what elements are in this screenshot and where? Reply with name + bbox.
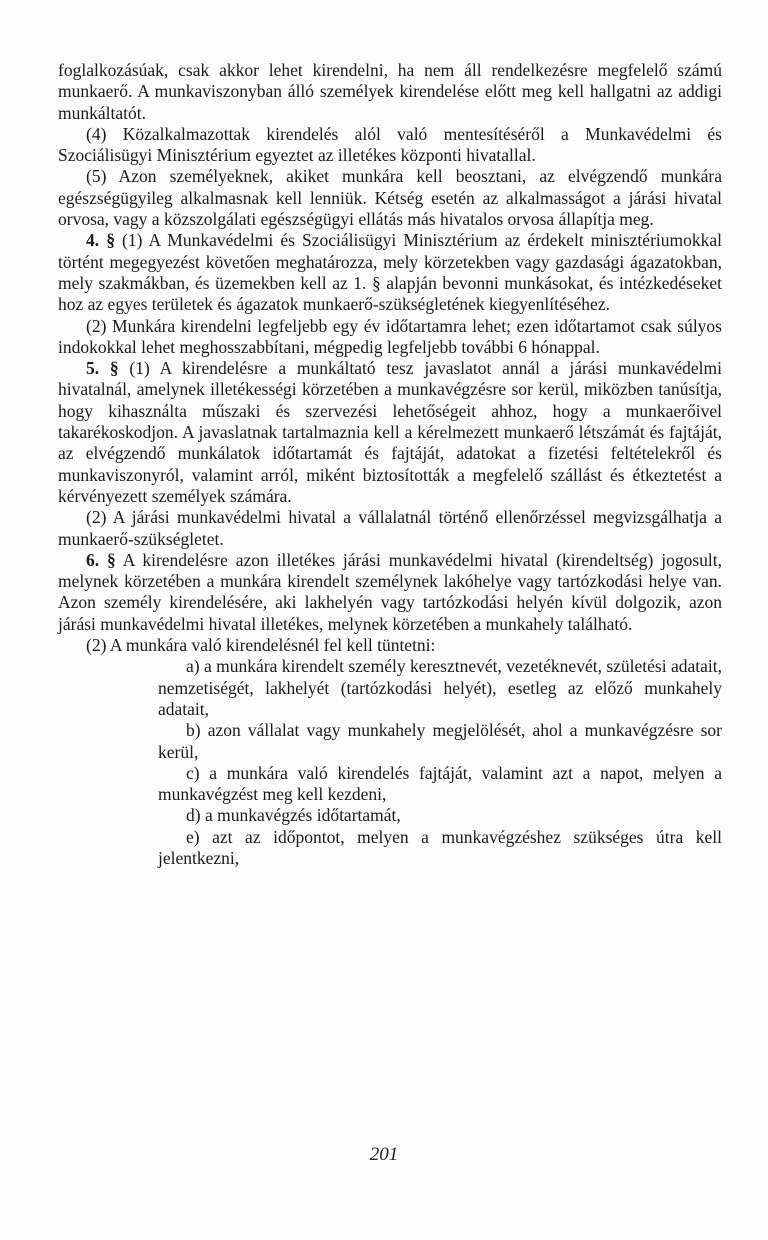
- paragraph-4-1: [58, 230, 722, 315]
- body-text: [58, 60, 722, 869]
- section-heading-4: 4. §: [86, 230, 115, 251]
- paragraph-continuation: foglalkozásúak, csak akkor lehet kirendelni, ha nem áll rendelkezésre megfelelő számú munkaerő. A munkaviszonyban álló személyek kirendelése előtt meg kell hallgatni az addigi munkáltatót.: [58, 60, 722, 123]
- list-item-a: a) a munkára kirendelt személy keresztnevét, vezetéknevét, születési adatait, nemzetiségét, lakhelyét (tartózkodási helyét), esetleg az előző munkahely adatait,: [158, 656, 722, 719]
- paragraph-3-4: (4) Közalkalmazottak kirendelés alól való mentesítéséről a Munkavédelmi és Szociálisügyi Minisztérium egyeztet az illetékes központi hivatallal.: [58, 123, 722, 166]
- paragraph-text: (1) A kirendelésre a munkáltató tesz javaslatot annál a járási munkavédelmi hivatalnál, amelynek illetékességi körzetében a munkavégzésre sor kerül, miközben tanúsítja, hogy kihasználta műszaki és szervezési lehetőségeit ahhoz, hogy a munkaerőivel takarékoskodjon. A javaslatnak tartalmaznia kell a kérelmezett munkaerő létszámát és fajtáját, az elvégzendő munkálatok időtartamát és fajtáját, adatokat a fizetési feltételekről és munkaviszonyról, valamint arról, miként biztosították a megfelelő szállást és étkeztetést a kérvényezett személyek számára.: [58, 358, 722, 506]
- section-heading-5: 5. §: [86, 358, 119, 379]
- page-number: 201: [369, 1144, 399, 1165]
- paragraph-5-2: (2) A járási munkavédelmi hivatal a vállalatnál történő ellenőrzéssel megvizsgálhatja a munkaerő-szükségletet.: [58, 507, 722, 549]
- list-item-e: e) azt az időpontot, melyen a munkavégzéshez szükséges útra kell jelentkezni,: [158, 826, 722, 868]
- paragraph-5-1: [58, 358, 722, 507]
- paragraph-3-5: (5) Azon személyeknek, akiket munkára kell beosztani, az elvégzendő munkára egészségügyileg alkalmasnak kell lenniük. Kétség esetén az alkalmasságot a járási hivatal orvosa, vagy a közszolgálati egészségügyi ellátás más hivatalos orvosa állapítja meg.: [58, 166, 722, 230]
- list-item-c: c) a munkára való kirendelés fajtáját, valamint azt a napot, melyen a munkavégzést meg kell kezdeni,: [158, 762, 722, 805]
- list-item-b: b) azon vállalat vagy munkahely megjelölését, ahol a munkavégzésre sor kerül,: [158, 720, 722, 762]
- paragraph-text: A kirendelésre azon illetékes járási munkavédelmi hivatal (kirendeltség) jogosult, melynek körzetében a munkára kirendelt személynek lakóhelye vagy tartózkodási helye van. Azon személy kirendelésére, aki lakhelyén vagy tartózkodási helyén kívül dolgozik, azon járási munkavédelmi hivatal illetékes, melynek körzetében a munkahely található.: [58, 549, 723, 634]
- section-heading-6: 6. §: [86, 549, 116, 570]
- list-item-d: d) a munkavégzés időtartamát,: [186, 805, 401, 826]
- paragraph-4-2: (2) Munkára kirendelni legfeljebb egy év időtartamra lehet; ezen időtartamot csak súlyos indokokkal lehet meghosszabbítani, mégpedig legfeljebb további 6 hónappal.: [58, 315, 722, 357]
- paragraph-text: (1) A Munkavédelmi és Szociálisügyi Minisztérium az érdekelt minisztériumokkal történt megegyezést követően meghatározza, mely körzetekben vagy gazdasági ágazatokban, mely szakmákban, és üzemekben kell az 1. § alapján bevonni munkásokat, és intézkedéseket hoz az egyes területek és ágazatok munkaerő-szükségletének kiegyenlítéséhez.: [58, 230, 722, 315]
- paragraph-6-1: [58, 550, 722, 635]
- paragraph-6-2: (2) A munkára való kirendelésnél fel kell tüntetni:: [86, 635, 436, 656]
